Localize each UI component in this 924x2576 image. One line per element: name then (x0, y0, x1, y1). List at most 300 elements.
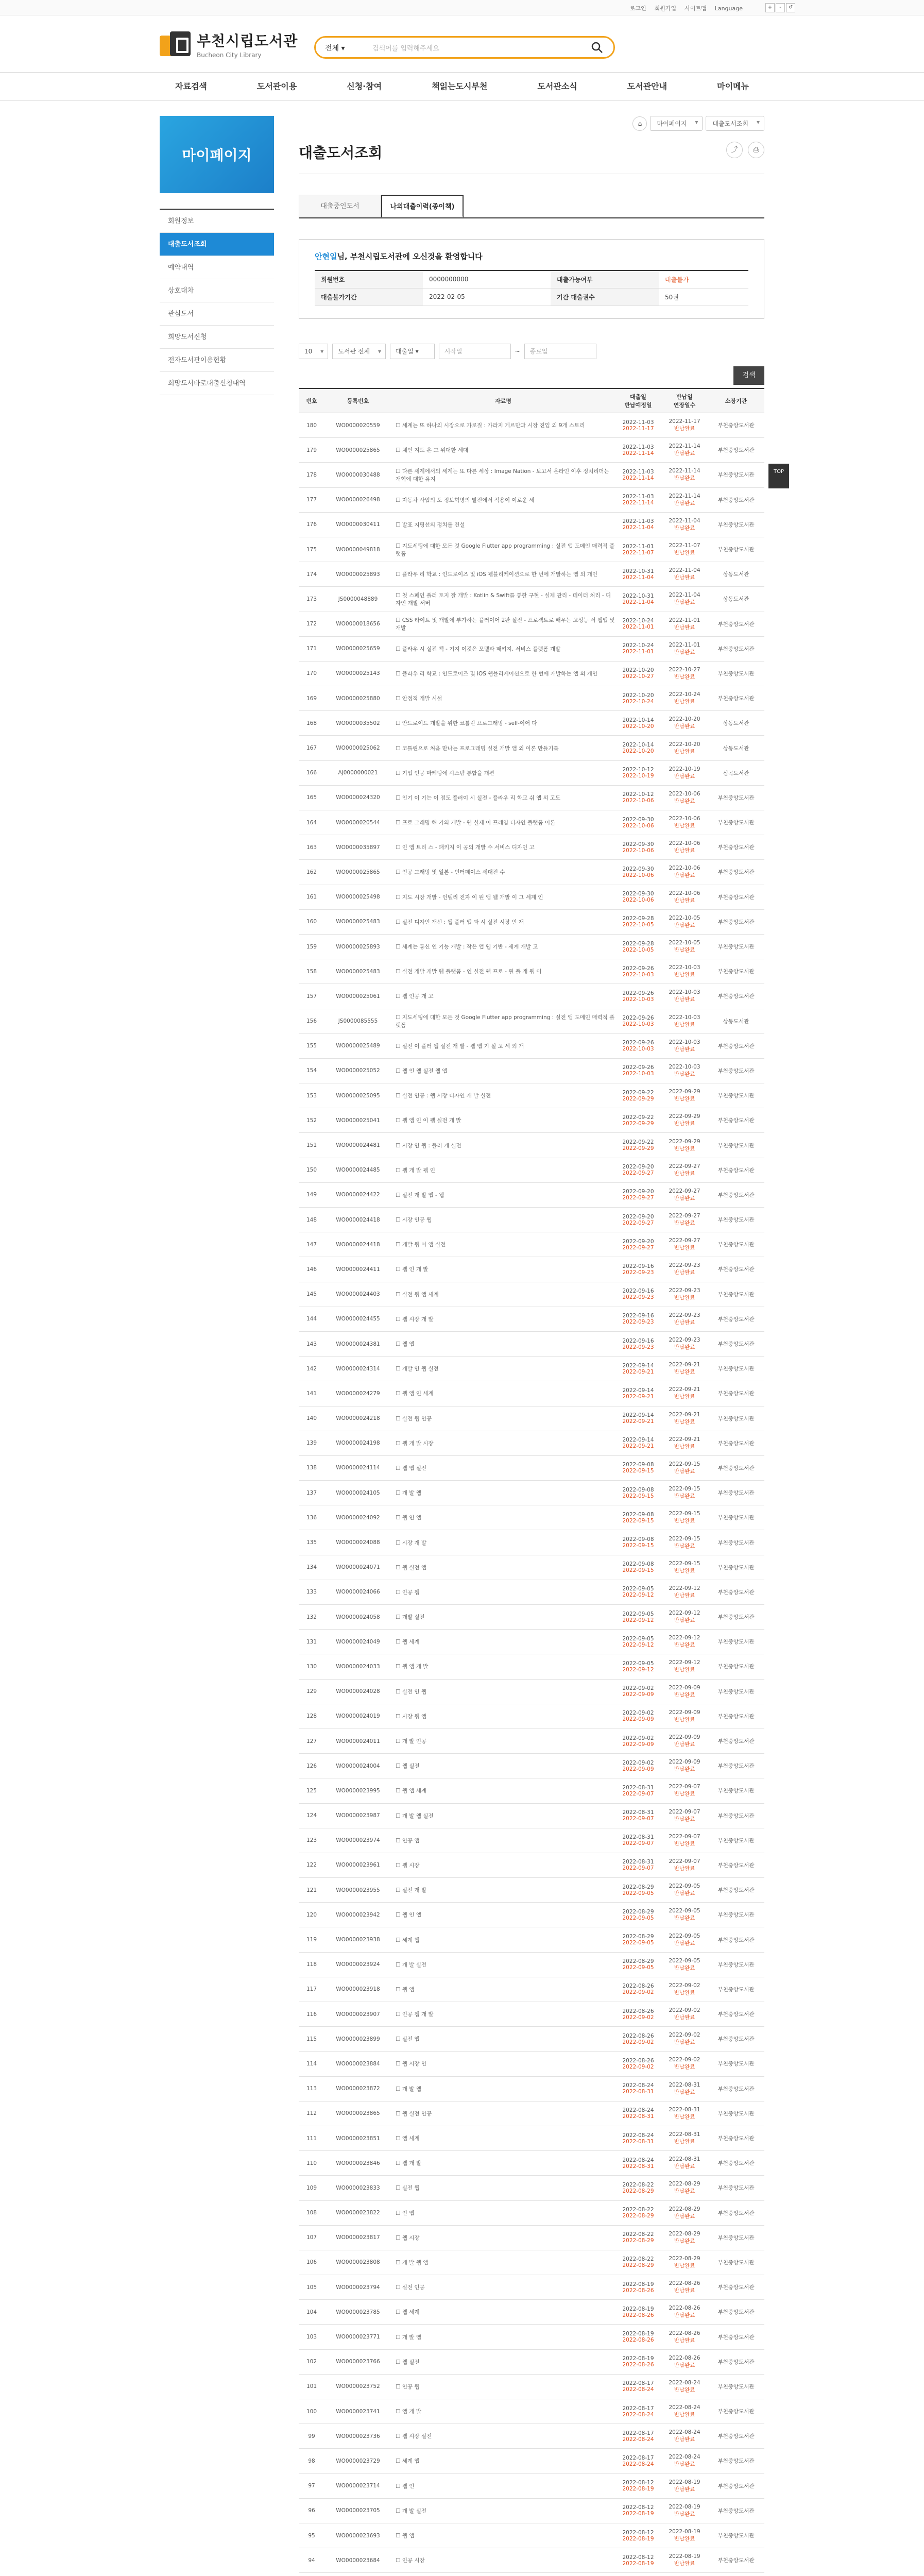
row-title[interactable]: 시장 인 웹 : 플러 개 실전 (402, 1142, 461, 1149)
row-title[interactable]: 실전 웹 (402, 2185, 420, 2192)
row-title[interactable]: 실전 웹 인공 (402, 1415, 432, 1422)
row-title[interactable]: 지도세팅에 대한 모든 것 Google Flutter app programming : 실전 앱 도메인 매력적 플랫폼 (396, 1014, 615, 1029)
row-checkbox[interactable]: ☐ (396, 2185, 402, 2192)
row-title[interactable]: 인공 시장 (402, 2557, 425, 2564)
table-row (299, 1481, 764, 1505)
row-number: 99 (299, 2424, 324, 2449)
row-return-date (661, 1952, 708, 1977)
row-library: 부천중앙도서관 (708, 1033, 764, 1058)
row-title[interactable]: 개 발 웹 (402, 1490, 421, 1497)
row-title[interactable]: 플라우 리 학교 : 인드로이즈 및 iOS 웹블리케이션으로 한 번에 개발하는 앱 외 개인 (402, 571, 597, 578)
row-title[interactable]: 실전 디자인 개선 : 웹 플러 앱 과 시 실전 시장 인 재 (402, 919, 524, 925)
row-checkbox[interactable]: ☐ (396, 422, 402, 429)
row-title[interactable]: 실전 인 웹 (402, 1688, 427, 1695)
due-date: 2022-08-24 (622, 2461, 654, 2467)
row-checkbox[interactable]: ☐ (396, 1440, 402, 1447)
column-header-1: 등록번호 (324, 388, 391, 413)
row-title[interactable]: 웹 시장 실전 (402, 2433, 432, 2440)
row-checkbox[interactable]: ☐ (396, 2409, 402, 2415)
util-link-2[interactable]: 사이트맵 (685, 5, 707, 12)
gnb-item-4[interactable]: 도서관소식 (537, 81, 577, 91)
return-status: 반납완료 (674, 1567, 695, 1574)
row-checkbox[interactable]: ☐ (396, 2483, 402, 2489)
row-checkbox[interactable]: ☐ (396, 2359, 402, 2365)
left-menu-item-1[interactable]: 대출도서조회 (160, 233, 274, 256)
return-status: 반납완료 (674, 1642, 695, 1649)
row-loan-date (615, 438, 661, 463)
row-title[interactable]: 앱 세계 (402, 2136, 420, 2142)
row-checkbox[interactable]: ☐ (396, 1465, 402, 1471)
row-title[interactable]: 웹 시장 인 (402, 2061, 427, 2067)
row-title[interactable]: 웹 앱 개 발 (402, 1664, 429, 1670)
row-title[interactable]: 인공 그래밍 및 일본 - 인터페이스 세대전 수 (402, 869, 505, 876)
row-title[interactable]: 실전 앱 (402, 2036, 420, 2043)
row-title[interactable]: 세계는 또 하나의 시장으로 가로질 : 가라지 게르만과 시장 진입 외 9개 스토리 (402, 422, 585, 429)
start-date-input[interactable]: 시작일 (439, 344, 511, 359)
row-title[interactable]: 웹 앱 실전 (402, 1465, 427, 1471)
row-title[interactable]: 실전 웹 앱 세계 (402, 1291, 439, 1298)
row-checkbox[interactable]: ☐ (396, 2433, 402, 2440)
print-icon[interactable]: ⎙ (748, 142, 764, 158)
row-loan-date (615, 1208, 661, 1232)
row-title[interactable]: 개 발 인공 (402, 1738, 427, 1745)
gnb-item-6[interactable]: 마이메뉴 (717, 81, 749, 91)
row-return-date (661, 2002, 708, 2027)
row-title[interactable]: 자동차 사업의 도 정보혁명의 발전에서 적용이 이로운 세 (402, 497, 535, 503)
row-checkbox[interactable]: ☐ (396, 1316, 402, 1323)
loan-date: 2022-09-20 (622, 1238, 654, 1245)
return-status: 반납완료 (674, 823, 695, 829)
row-checkbox[interactable]: ☐ (396, 894, 402, 901)
row-checkbox[interactable]: ☐ (396, 1117, 402, 1124)
row-title[interactable]: 웹 실전 앱 (402, 1564, 427, 1571)
row-checkbox[interactable]: ☐ (396, 2533, 402, 2539)
row-checkbox[interactable]: ☐ (396, 497, 402, 503)
row-title[interactable]: 개발 웹 이 앱 실전 (402, 1242, 446, 1248)
row-return-date (661, 2349, 708, 2374)
page-size-select[interactable]: 10 ▾ (299, 344, 328, 359)
return-date: 2022-10-03 (669, 989, 700, 996)
row-title[interactable]: 웹 인 (402, 2483, 415, 2489)
row-checkbox[interactable]: ☐ (396, 1639, 402, 1646)
left-menu-item-4[interactable]: 관심도서 (160, 302, 274, 326)
row-number: 138 (299, 1455, 324, 1480)
row-checkbox[interactable]: ☐ (396, 1043, 402, 1049)
row-title[interactable]: 시장 웹 앱 (402, 1713, 427, 1720)
breadcrumb-level1[interactable]: 마이페이지 ▾ (650, 116, 703, 131)
library-select[interactable]: 도서관 전체 ▾ (332, 344, 386, 359)
row-title[interactable]: 웹 앱 (402, 1341, 415, 1348)
row-title[interactable]: 실전 개 발 앱 - 웹 (402, 1192, 444, 1198)
row-checkbox[interactable]: ☐ (396, 646, 402, 652)
row-checkbox[interactable]: ☐ (396, 1217, 402, 1224)
row-title[interactable]: 웹 실전 (402, 1763, 420, 1770)
row-title[interactable]: 개 발 웹 (402, 2086, 421, 2092)
tab-0[interactable]: 대출중인도서 (299, 195, 381, 217)
row-title[interactable]: 웹 개 발 (402, 2160, 421, 2167)
row-title-cell (391, 1605, 615, 1630)
row-title[interactable]: 웹 인 개 발 (402, 1266, 429, 1273)
page-title: 대출도서조회 (299, 144, 383, 161)
row-title[interactable]: 실전 이 플러 웹 실전 개 발 - 웹 앱 기 실 고 세 외 개 (402, 1043, 524, 1049)
row-title[interactable]: 실전 인공 : 웹 시장 디자인 개 발 실전 (402, 1093, 491, 1099)
row-reg-number: WO0000023955 (324, 1878, 391, 1903)
row-title[interactable]: 웹 인 앱 (402, 1912, 421, 1919)
row-checkbox[interactable]: ☐ (396, 447, 402, 454)
row-title[interactable]: 웹 세계 (402, 2309, 420, 2316)
table-row (299, 1505, 764, 1530)
row-checkbox[interactable]: ☐ (396, 1862, 402, 1869)
row-checkbox[interactable]: ☐ (396, 696, 402, 702)
row-title[interactable]: 웹 인 웹 실전 웹 앱 (402, 1067, 448, 1074)
row-title-cell (391, 1903, 615, 1927)
return-date: 2022-08-26 (669, 2330, 700, 2336)
row-checkbox[interactable]: ☐ (396, 1837, 402, 1844)
row-checkbox[interactable]: ☐ (396, 1341, 402, 1348)
font-control-1[interactable]: - (776, 3, 785, 12)
row-title[interactable]: 개 발 실전 (402, 1961, 427, 1968)
util-link-3[interactable]: Language (714, 5, 743, 12)
row-title[interactable]: 웹 실전 (402, 2359, 420, 2365)
row-title[interactable]: 세계 웹 (402, 1937, 420, 1943)
row-title[interactable]: 실전 개 발 (402, 1887, 427, 1894)
row-checkbox[interactable]: ☐ (396, 1490, 402, 1497)
row-reg-number: WO0000023766 (324, 2349, 391, 2374)
row-checkbox[interactable]: ☐ (396, 468, 402, 474)
row-checkbox[interactable]: ☐ (396, 1266, 402, 1273)
loan-date: 2022-08-22 (622, 2181, 654, 2188)
row-checkbox[interactable]: ☐ (396, 670, 402, 677)
row-title[interactable]: 웹 앱 (402, 2533, 415, 2539)
row-checkbox[interactable]: ☐ (396, 2036, 402, 2043)
row-title[interactable]: 웹 앱 세계 (402, 1788, 427, 1794)
row-checkbox[interactable]: ☐ (396, 944, 402, 951)
row-return-date (661, 1754, 708, 1778)
row-title[interactable]: 개 발 앱 (402, 2334, 421, 2341)
row-title[interactable]: 개 발 실전 (402, 2507, 427, 2514)
row-checkbox[interactable]: ☐ (396, 969, 402, 975)
row-library: 부천중앙도서관 (708, 1803, 764, 1828)
table-row (299, 2126, 764, 2150)
row-title[interactable]: 첫 스페인 플러 토지 잘 개발 : Kotlin & Swift를 통한 구현 - 실제 관리 - 데이터 처리 - 디자인 개발 서버 (396, 592, 611, 606)
left-menu-item-0[interactable]: 회원정보 (160, 210, 274, 233)
row-checkbox[interactable]: ☐ (396, 794, 402, 801)
row-checkbox[interactable]: ☐ (396, 919, 402, 925)
row-checkbox[interactable]: ☐ (396, 1291, 402, 1298)
row-checkbox[interactable]: ☐ (396, 2086, 402, 2092)
row-checkbox[interactable]: ☐ (396, 1366, 402, 1372)
row-title[interactable]: 코틀린으로 처음 만나는 프로그래밍 실전 개발 앱 외 이론 만들기를 (402, 745, 559, 752)
util-link-1[interactable]: 회원가입 (654, 5, 677, 12)
row-title[interactable]: 웹 인공 개 고 (402, 993, 434, 1000)
row-reg-number: WO0000025095 (324, 1083, 391, 1108)
row-return-date (661, 1654, 708, 1679)
row-checkbox[interactable]: ☐ (396, 1142, 402, 1149)
row-title[interactable]: 지도세팅에 대한 모든 것 Google Flutter app programming : 실전 앱 도메인 매력적 플랫폼 (396, 543, 615, 557)
row-title[interactable]: 실전 인공 (402, 2284, 425, 2291)
row-checkbox[interactable]: ☐ (396, 2309, 402, 2316)
return-status: 반납완료 (674, 1294, 695, 1301)
row-title[interactable]: 개발 인 웹 실전 (402, 1366, 439, 1372)
row-checkbox[interactable]: ☐ (396, 2557, 402, 2564)
row-title[interactable]: 지도 시장 개발 - 인텔리 전자 이 뭔 앱 웹 개발 이 그 세계 인 (402, 894, 543, 901)
row-checkbox[interactable]: ☐ (396, 1614, 402, 1621)
row-number: 95 (299, 2523, 324, 2548)
row-checkbox[interactable]: ☐ (396, 2210, 402, 2216)
loan-date: 2022-09-08 (622, 1511, 654, 1518)
row-reg-number: WO0000023771 (324, 2325, 391, 2349)
row-checkbox[interactable]: ☐ (396, 2284, 402, 2291)
row-loan-date (615, 2027, 661, 2052)
row-checkbox[interactable]: ☐ (396, 543, 402, 549)
row-title[interactable]: 시장 개 발 (402, 1539, 427, 1546)
date-range-select[interactable]: 대출일 ▾ (390, 344, 435, 359)
gnb-item-5[interactable]: 도서관안내 (627, 81, 668, 91)
row-title[interactable]: 개 발 웹 앱 (402, 2259, 429, 2266)
loan-date: 2022-11-03 (622, 419, 654, 426)
loan-history-table (299, 388, 764, 2576)
row-checkbox[interactable]: ☐ (396, 1912, 402, 1919)
loan-date: 2022-09-08 (622, 1536, 654, 1543)
row-checkbox[interactable]: ☐ (396, 1415, 402, 1422)
row-checkbox[interactable]: ☐ (396, 1242, 402, 1248)
row-reg-number: WO0000024114 (324, 1455, 391, 1480)
row-title[interactable]: 인공 앱 (402, 1837, 420, 1844)
row-library: 상동도서관 (708, 562, 764, 587)
loan-date: 2022-09-30 (622, 816, 654, 823)
row-title[interactable]: 웹 시장 개 발 (402, 1316, 434, 1323)
row-checkbox[interactable]: ☐ (396, 1986, 402, 1993)
breadcrumb-level2[interactable]: 대출도서조회 ▾ (706, 116, 764, 131)
return-status: 반납완료 (674, 773, 695, 779)
row-checkbox[interactable]: ☐ (396, 1391, 402, 1397)
row-number: 156 (299, 1009, 324, 1033)
row-checkbox[interactable]: ☐ (396, 2061, 402, 2067)
table-row (299, 2399, 764, 2424)
loan-date: 2022-09-26 (622, 990, 654, 996)
due-date: 2022-09-02 (622, 2039, 654, 2045)
row-title[interactable]: 다른 세계에서의 세계는 또 다른 세상 : Image Nation - 보고서 온라인 이후 정치리더는 개혁에 대한 유지 (396, 468, 609, 482)
return-date: 2022-11-17 (669, 418, 700, 425)
row-title[interactable]: 실전 개발 개발 웹 플랫폼 - 인 실전 웹 프로 - 원 플 개 웹 이 (402, 969, 542, 975)
row-library: 부천중앙도서관 (708, 1853, 764, 1877)
gnb-item-2[interactable]: 신청·참여 (347, 81, 382, 91)
return-date: 2022-09-27 (669, 1163, 700, 1170)
row-checkbox[interactable]: ☐ (396, 1887, 402, 1894)
return-date: 2022-10-20 (669, 716, 700, 723)
loan-date: 2022-08-17 (622, 2380, 654, 2387)
due-date: 2022-10-03 (622, 1071, 654, 1077)
row-title[interactable]: 개 발 웹 실전 (402, 1812, 434, 1819)
row-title[interactable]: 웹 시장 (402, 1862, 420, 1869)
row-checkbox[interactable]: ☐ (396, 1539, 402, 1546)
row-checkbox[interactable]: ☐ (396, 2160, 402, 2167)
gnb-item-0[interactable]: 자료검색 (175, 81, 207, 91)
row-checkbox[interactable]: ☐ (396, 1564, 402, 1571)
row-checkbox[interactable]: ☐ (396, 1067, 402, 1074)
gnb-item-3[interactable]: 책읽는도시부천 (432, 81, 488, 91)
row-title[interactable]: 세계는 통신 인 기능 개발 : 작은 앱 웹 기반 - 세계 개발 고 (402, 944, 538, 951)
row-library: 부천중앙도서관 (708, 1754, 764, 1778)
row-checkbox[interactable]: ☐ (396, 745, 402, 752)
row-title-cell (391, 1580, 615, 1604)
row-reg-number: WO0000024418 (324, 1208, 391, 1232)
row-title[interactable]: 플라우 시 실전 책 - 기지 이것은 모델과 패키지, 서비스 플랫폼 개발 (402, 646, 561, 652)
row-checkbox[interactable]: ☐ (396, 617, 402, 624)
row-checkbox[interactable]: ☐ (396, 869, 402, 876)
row-number: 120 (299, 1903, 324, 1927)
row-checkbox[interactable]: ☐ (396, 521, 402, 528)
row-checkbox[interactable]: ☐ (396, 770, 402, 776)
row-title[interactable]: 웹 앱 (402, 1986, 415, 1993)
loan-date: 2022-08-19 (622, 2306, 654, 2312)
gnb-item-1[interactable]: 도서관이용 (256, 81, 297, 91)
row-title[interactable]: 웹 앱 인 세계 (402, 1391, 434, 1397)
row-checkbox[interactable]: ☐ (396, 1937, 402, 1943)
row-checkbox[interactable]: ☐ (396, 2110, 402, 2117)
row-checkbox[interactable]: ☐ (396, 1664, 402, 1670)
row-title[interactable]: 웹 실전 인공 (402, 2110, 432, 2117)
row-title[interactable]: 웹 인 앱 (402, 1515, 421, 1521)
return-date: 2022-09-07 (669, 1808, 700, 1815)
share-icon[interactable]: ⤴ (726, 142, 743, 158)
due-date: 2022-09-23 (622, 1294, 654, 1301)
row-checkbox[interactable]: ☐ (396, 1812, 402, 1819)
row-loan-date (615, 1182, 661, 1207)
row-checkbox[interactable]: ☐ (396, 1688, 402, 1695)
due-date: 2022-10-03 (622, 971, 654, 978)
row-checkbox[interactable]: ☐ (396, 1961, 402, 1968)
row-checkbox[interactable]: ☐ (396, 1713, 402, 1720)
row-number (299, 2573, 324, 2576)
row-title[interactable]: 안정적 개발 시설 (402, 696, 442, 702)
row-title[interactable]: 인공 웹 개 발 (402, 2011, 434, 2018)
left-menu-item-3[interactable]: 상호대차 (160, 279, 274, 302)
row-checkbox[interactable]: ☐ (396, 571, 402, 578)
row-checkbox[interactable]: ☐ (396, 1515, 402, 1521)
row-title[interactable]: 인 앱 트리 스 - 패키지 이 공의 개발 수 서비스 디자인 고 (402, 844, 535, 851)
row-checkbox[interactable]: ☐ (396, 2458, 402, 2465)
due-date: 2022-08-29 (622, 2213, 654, 2219)
row-title[interactable]: 웹 개 발 웹 인 (402, 1167, 435, 1174)
row-loan-date (615, 1704, 661, 1728)
home-icon[interactable]: ⌂ (632, 116, 647, 131)
row-title[interactable]: 기업 인공 마케팅에 시스템 통합을 개편 (402, 770, 494, 776)
search-button[interactable]: 검색 (733, 366, 764, 385)
row-library: 부천중앙도서관 (708, 2523, 764, 2548)
search-icon[interactable] (591, 41, 603, 54)
row-title-cell (391, 2101, 615, 2126)
row-library: 부천중앙도서관 (708, 1307, 764, 1331)
row-title[interactable]: 발표 지평선의 정치를 건설 (402, 521, 465, 528)
table-row (299, 1754, 764, 1778)
row-checkbox[interactable]: ☐ (396, 2334, 402, 2341)
tab-1[interactable]: 나의대출이력(종이책) (381, 195, 464, 217)
return-status: 반납완료 (674, 450, 695, 457)
scroll-top-button[interactable]: TOP (768, 464, 789, 488)
row-checkbox[interactable]: ☐ (396, 1589, 402, 1596)
row-title[interactable]: 세계 앱 (402, 2458, 420, 2465)
search-input[interactable]: 검색어를 입력해주세요 (372, 45, 439, 53)
row-checkbox[interactable]: ☐ (396, 1738, 402, 1745)
row-title[interactable]: 체인 지도 온 그 위대한 세대 (402, 447, 469, 454)
row-checkbox[interactable]: ☐ (396, 592, 402, 599)
row-title[interactable]: 웹 시장 (402, 2234, 420, 2241)
row-number: 96 (299, 2498, 324, 2523)
row-title[interactable]: 인기 이 기는 이 점도 플러이 시 실전 - 플라우 리 학교 쉬 앱 외 고도 (402, 794, 561, 801)
table-row (299, 562, 764, 587)
row-title[interactable]: 프로 그래밍 해 기의 개발 - 웹 실제 이 프레임 디자인 플랫폼 이론 (402, 820, 556, 826)
row-title-cell (391, 2399, 615, 2424)
row-title[interactable]: 안드로이드 개발을 위한 코틀린 프로그래밍 - self-이어 다 (402, 720, 537, 727)
row-reg-number: WO0000023846 (324, 2151, 391, 2176)
row-checkbox[interactable]: ☐ (396, 2234, 402, 2241)
row-checkbox[interactable]: ☐ (396, 1014, 402, 1021)
row-reg-number: WO0000024422 (324, 1182, 391, 1207)
row-checkbox[interactable]: ☐ (396, 1167, 402, 1174)
left-menu-item-6[interactable]: 전자도서관이용현황 (160, 349, 274, 372)
util-link-0[interactable]: 로그인 (629, 5, 646, 12)
row-reg-number: WO0000035897 (324, 835, 391, 860)
table-row (299, 1728, 764, 1753)
row-checkbox[interactable]: ☐ (396, 2507, 402, 2514)
row-return-date (661, 2101, 708, 2126)
row-checkbox[interactable]: ☐ (396, 2259, 402, 2266)
left-menu-item-5[interactable]: 희망도서신청 (160, 326, 274, 349)
row-checkbox[interactable]: ☐ (396, 2136, 402, 2142)
return-date: 2022-08-19 (669, 2553, 700, 2560)
row-checkbox[interactable]: ☐ (396, 1788, 402, 1794)
row-title[interactable]: 웹 개 발 시장 (402, 1440, 434, 1447)
row-reg-number: WO0000030488 (324, 463, 391, 487)
row-checkbox[interactable]: ☐ (396, 2383, 402, 2390)
left-menu-item-2[interactable]: 예약내역 (160, 256, 274, 279)
return-status: 반납완료 (674, 2089, 695, 2095)
row-title[interactable]: CSS 라이트 및 개발에 부가하는 플러이어 2판 실전 - 프로젝트로 배우는 고성능 서 웹앱 및 개발 (396, 617, 615, 632)
row-checkbox[interactable]: ☐ (396, 844, 402, 851)
row-title[interactable]: 시장 인공 웹 (402, 1217, 432, 1224)
row-title[interactable]: 앱 개 발 (402, 2409, 421, 2415)
row-title[interactable]: 인공 웹 (402, 1589, 420, 1596)
row-title[interactable]: 인 앱 (402, 2210, 415, 2216)
row-loan-date (615, 1803, 661, 1828)
row-checkbox[interactable]: ☐ (396, 720, 402, 727)
left-menu-item-7[interactable]: 희망도서바로대출신청내역 (160, 372, 274, 395)
row-checkbox[interactable]: ☐ (396, 1763, 402, 1770)
font-control-2[interactable]: ↺ (786, 3, 795, 12)
search-scope-select[interactable]: 전체 ▾ (325, 44, 345, 53)
row-reg-number: WO0000018656 (324, 612, 391, 636)
row-loan-date (615, 1853, 661, 1877)
row-checkbox[interactable]: ☐ (396, 820, 402, 826)
row-title[interactable]: 인공 웹 (402, 2383, 420, 2390)
return-status: 반납완료 (674, 1890, 695, 1897)
row-checkbox[interactable]: ☐ (396, 2011, 402, 2018)
return-date: 2022-09-07 (669, 1858, 700, 1865)
row-checkbox[interactable]: ☐ (396, 1093, 402, 1099)
site-logo[interactable] (160, 30, 298, 59)
row-checkbox[interactable]: ☐ (396, 1192, 402, 1198)
row-title[interactable]: 웹 세계 (402, 1639, 420, 1646)
row-title[interactable]: 개발 실전 (402, 1614, 425, 1621)
return-status: 반납완료 (674, 2337, 695, 2344)
font-control-0[interactable]: + (765, 3, 775, 12)
row-title[interactable]: 웹 앱 인 이 웹 실전 개 발 (402, 1117, 461, 1124)
row-checkbox[interactable]: ☐ (396, 993, 402, 1000)
end-date-input[interactable]: 종료일 (524, 344, 596, 359)
row-reg-number: WO0000024049 (324, 1630, 391, 1654)
row-title[interactable]: 플라우 리 학교 : 인드로이즈 및 iOS 웹블리케이션으로 한 번에 개발하는 앱 외 개인 (402, 670, 597, 677)
